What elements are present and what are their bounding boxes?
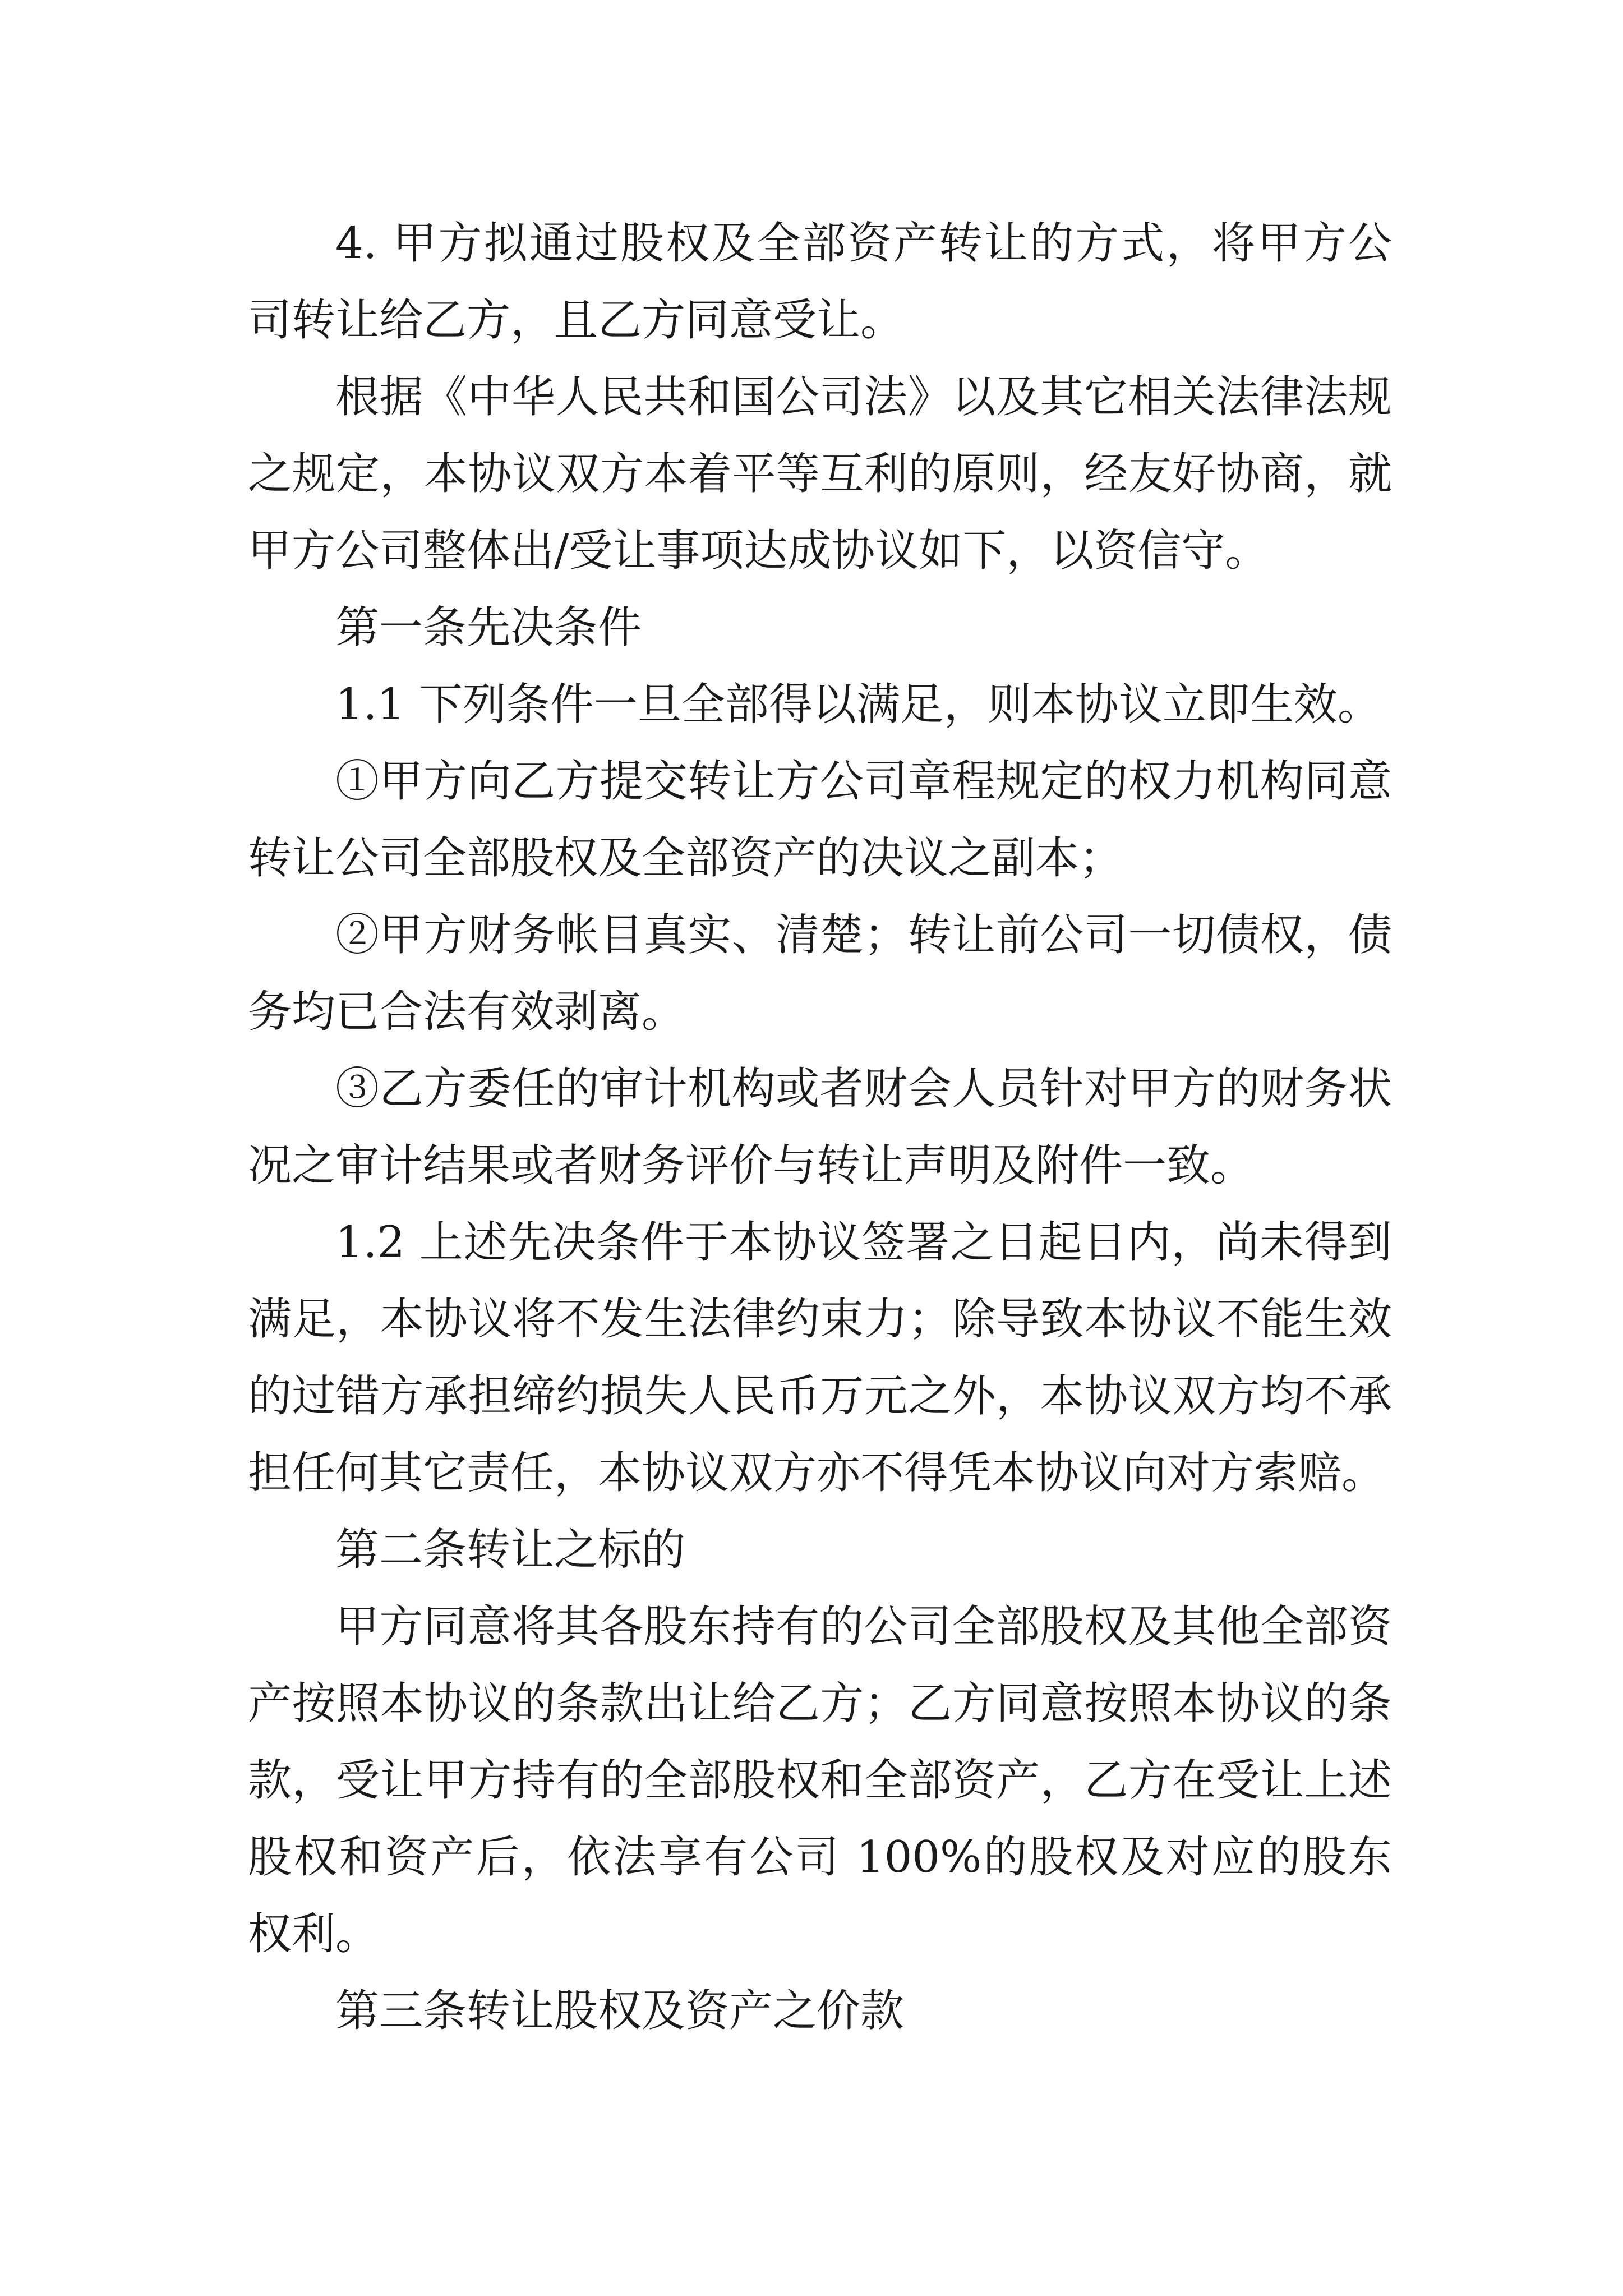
clause-1-2: 1.2 上述先决条件于本协议签署之日起日内，尚未得到满足，本协议将不发生法律约束力；除导致本协议不能生效的过错方承担缔约损失人民币万元之外，本协议双方均不承担任何其它责任，本协议双方亦不得凭本协议向对方索赔。 — [248, 1217, 1392, 1498]
article-3-heading: 第三条转让股权及资产之价款 — [335, 1986, 905, 2036]
article-2-heading: 第二条转让之标的 — [335, 1525, 686, 1575]
document-body — [248, 205, 1392, 2050]
paragraph-transfer-method: 4. 甲方拟通过股权及全部资产转让的方式，将甲方公司转让给乙方，且乙方同意受让。 — [248, 218, 1392, 346]
condition-3: ③乙方委任的审计机构或者财会人员针对甲方的财务状况之审计结果或者财务评价与转让声明及附件一致。 — [248, 1064, 1392, 1191]
paragraph-legal-basis: 根据《中华人民共和国公司法》以及其它相关法律法规之规定，本协议双方本着平等互利的原则，经友好协商，就甲方公司整体出/受让事项达成协议如下，以资信守。 — [248, 372, 1392, 576]
condition-1: ①甲方向乙方提交转让方公司章程规定的权力机构同意转让公司全部股权及全部资产的决议之副本； — [248, 756, 1392, 884]
clause-1-1: 1.1 下列条件一旦全部得以满足，则本协议立即生效。 — [335, 679, 1381, 730]
article-1-heading: 第一条先决条件 — [335, 602, 642, 653]
article-2-body: 甲方同意将其各股东持有的公司全部股权及其他全部资产按照本协议的条款出让给乙方；乙方同意按照本协议的条款，受让甲方持有的全部股权和全部资产，乙方在受让上述股权和资产后，依法享有公司 100%的股权及对应的股东权利。 — [248, 1602, 1392, 1959]
condition-2: ②甲方财务帐目真实、清楚；转让前公司一切债权，债务均已合法有效剥离。 — [248, 910, 1392, 1037]
